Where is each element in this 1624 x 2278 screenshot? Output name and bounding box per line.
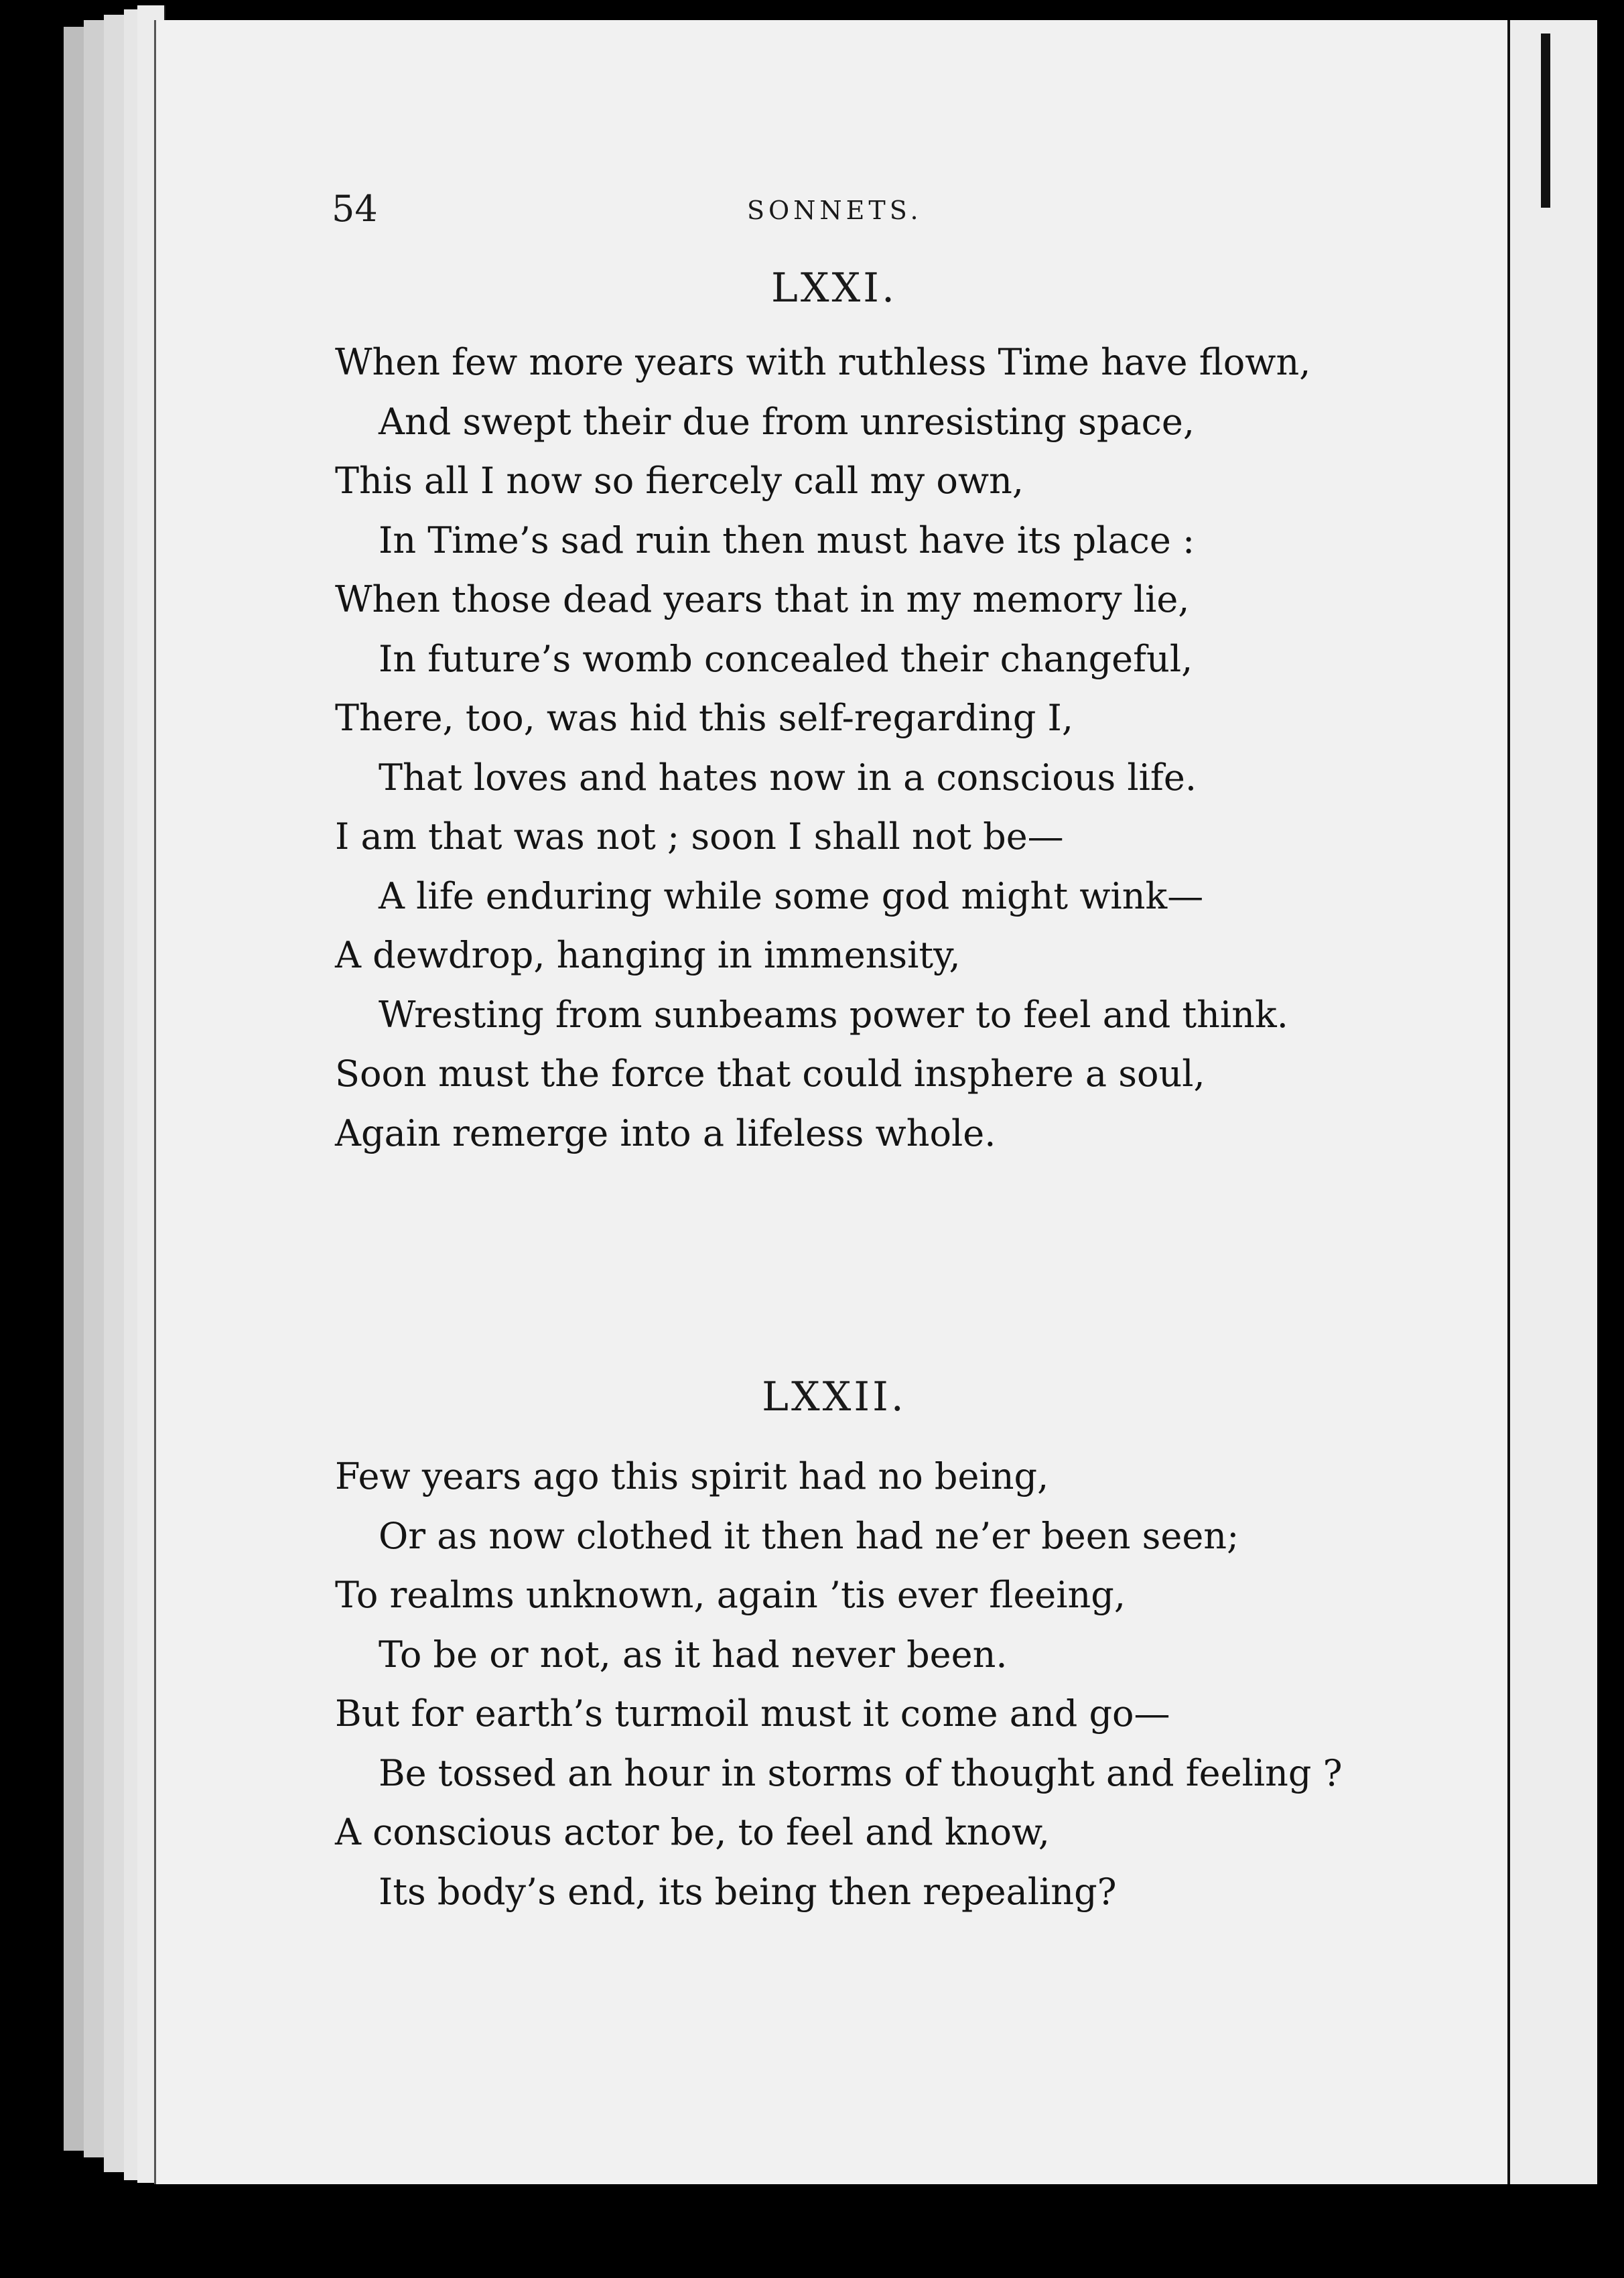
poem-line: To realms unknown, again ’tis ever fleeing, [335, 1574, 1126, 1616]
poem-line: And swept their due from unresisting space, [379, 400, 1195, 443]
running-title: SONNETS. [747, 196, 923, 225]
sonnet-lines [335, 1447, 1380, 1922]
poem-line: That loves and hates now in a conscious life. [379, 756, 1197, 799]
poem-line: When those dead years that in my memory lie, [335, 578, 1190, 620]
sonnet-lines [335, 333, 1380, 1163]
poem-line: A life enduring while some god might wink— [379, 874, 1204, 917]
sonnet-number: LXXI. [770, 265, 898, 312]
poem-line: Soon must the force that could insphere a soul, [335, 1053, 1205, 1095]
poem-line: Be tossed an hour in storms of thought and feeling ? [379, 1751, 1343, 1794]
page-header [332, 188, 1350, 234]
poem-line: Or as now clothed it then had ne’er been seen; [379, 1514, 1239, 1557]
page-shadow [1541, 34, 1550, 208]
poem-line: A dewdrop, hanging in immensity, [335, 934, 961, 976]
sonnet-number: LXXII. [762, 1374, 906, 1420]
poem-line: In Time’s sad ruin then must have its place : [379, 519, 1195, 561]
poem-line: Few years ago this spirit had no being, [335, 1455, 1049, 1497]
poem-line: Its body’s end, its being then repealing? [379, 1870, 1117, 1913]
poem-line: This all I now so fiercely call my own, [335, 460, 1024, 502]
poem-line: But for earth’s turmoil must it come and go— [335, 1692, 1170, 1735]
poem-line: In future’s womb concealed their changeful, [379, 637, 1193, 680]
facing-page-edge [1507, 20, 1597, 2184]
poem-line: To be or not, as it had never been. [379, 1633, 1008, 1676]
poem-line: There, too, was hid this self-regarding I, [335, 697, 1074, 739]
poem-line: Again remerge into a lifeless whole. [335, 1112, 996, 1154]
page-number: 54 [332, 188, 378, 230]
poem-line: I am that was not ; soon I shall not be— [335, 815, 1064, 858]
poem-line: When few more years with ruthless Time have flown, [335, 341, 1311, 383]
poem-line: Wresting from sunbeams power to feel and think. [379, 993, 1288, 1036]
poem-line: A conscious actor be, to feel and know, [335, 1811, 1050, 1853]
